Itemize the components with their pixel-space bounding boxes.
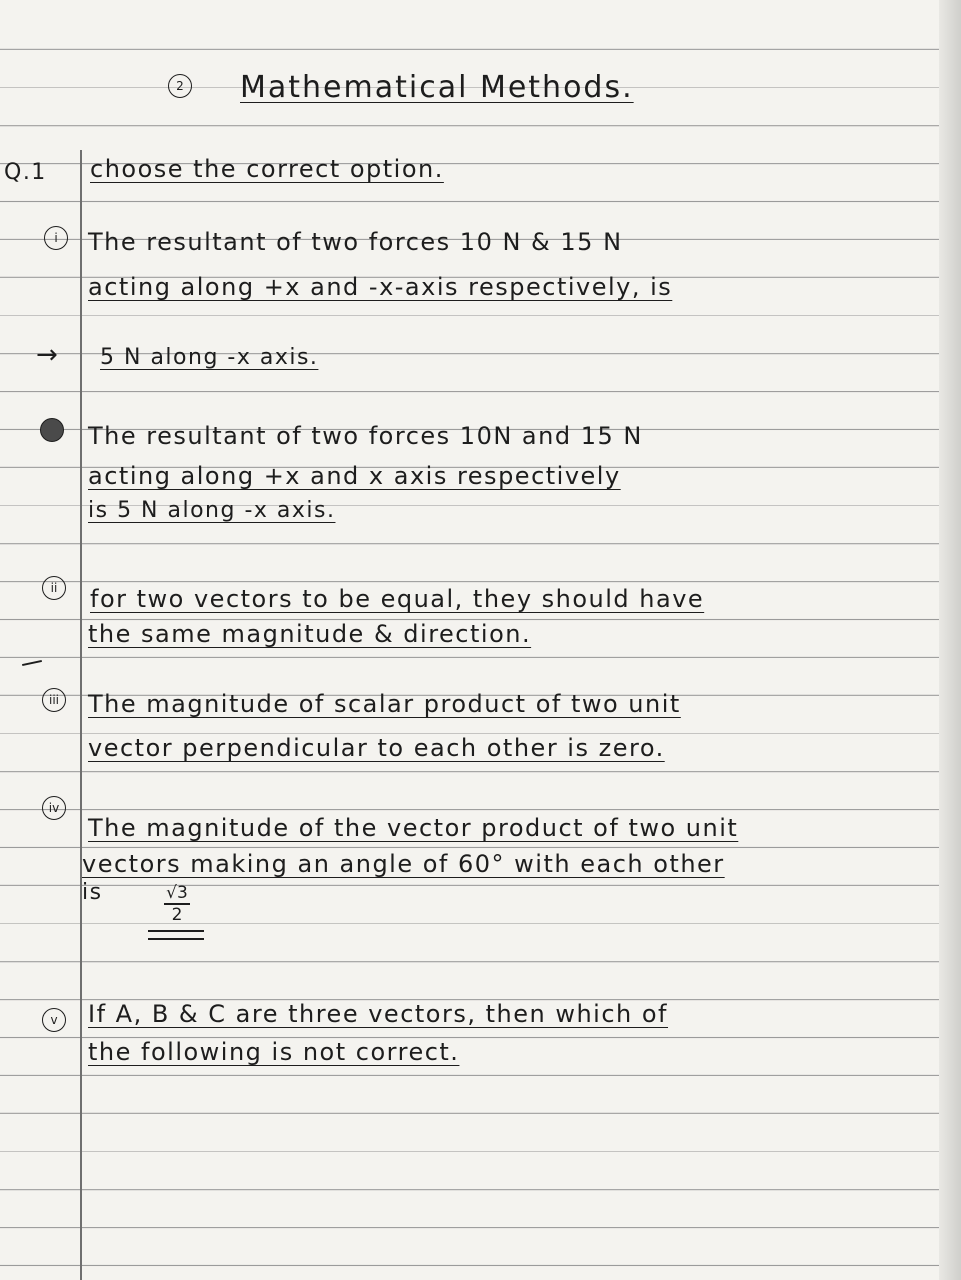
item-line: the same magnitude & direction. bbox=[88, 620, 532, 648]
item-line: acting along +x and -x-axis respectively, is bbox=[88, 273, 673, 301]
fraction-numerator: √3 bbox=[166, 883, 188, 903]
margin-tick bbox=[22, 660, 42, 666]
arrow-mark: → bbox=[36, 340, 60, 370]
item-line: is 5 N along -x axis. bbox=[88, 498, 336, 523]
page-title: Mathematical Methods. bbox=[240, 70, 634, 105]
item-number: iv bbox=[42, 796, 66, 820]
question-label: Q.1 bbox=[4, 160, 47, 185]
margin-line bbox=[80, 150, 82, 1280]
item-line: for two vectors to be equal, they should have bbox=[90, 585, 705, 613]
item-answer: 5 N along -x axis. bbox=[100, 345, 319, 370]
double-underline bbox=[148, 930, 204, 940]
item-line: The magnitude of scalar product of two unit bbox=[88, 690, 681, 718]
item-line: The resultant of two forces 10 N & 15 N bbox=[88, 228, 623, 256]
item-number: ii bbox=[42, 576, 66, 600]
item-number bbox=[40, 418, 64, 442]
item-number: v bbox=[42, 1008, 66, 1032]
item-line: vectors making an angle of 60° with each other bbox=[82, 850, 725, 878]
item-number: i bbox=[44, 226, 68, 250]
item-line: The resultant of two forces 10N and 15 N bbox=[88, 422, 643, 450]
fraction bbox=[164, 884, 190, 924]
item-line: is bbox=[82, 880, 103, 905]
item-line: The magnitude of the vector product of two unit bbox=[88, 814, 739, 842]
item-line: acting along +x and x axis respectively bbox=[88, 462, 621, 490]
item-number: iii bbox=[42, 688, 66, 712]
item-line: the following is not correct. bbox=[88, 1038, 460, 1066]
chapter-number: 2 bbox=[168, 74, 192, 98]
item-line: If A, B & C are three vectors, then which of bbox=[88, 1000, 669, 1028]
page-edge bbox=[939, 0, 961, 1280]
item-line: vector perpendicular to each other is zero. bbox=[88, 734, 665, 762]
fraction-denominator: 2 bbox=[171, 905, 183, 925]
question-instruction: choose the correct option. bbox=[90, 155, 444, 183]
